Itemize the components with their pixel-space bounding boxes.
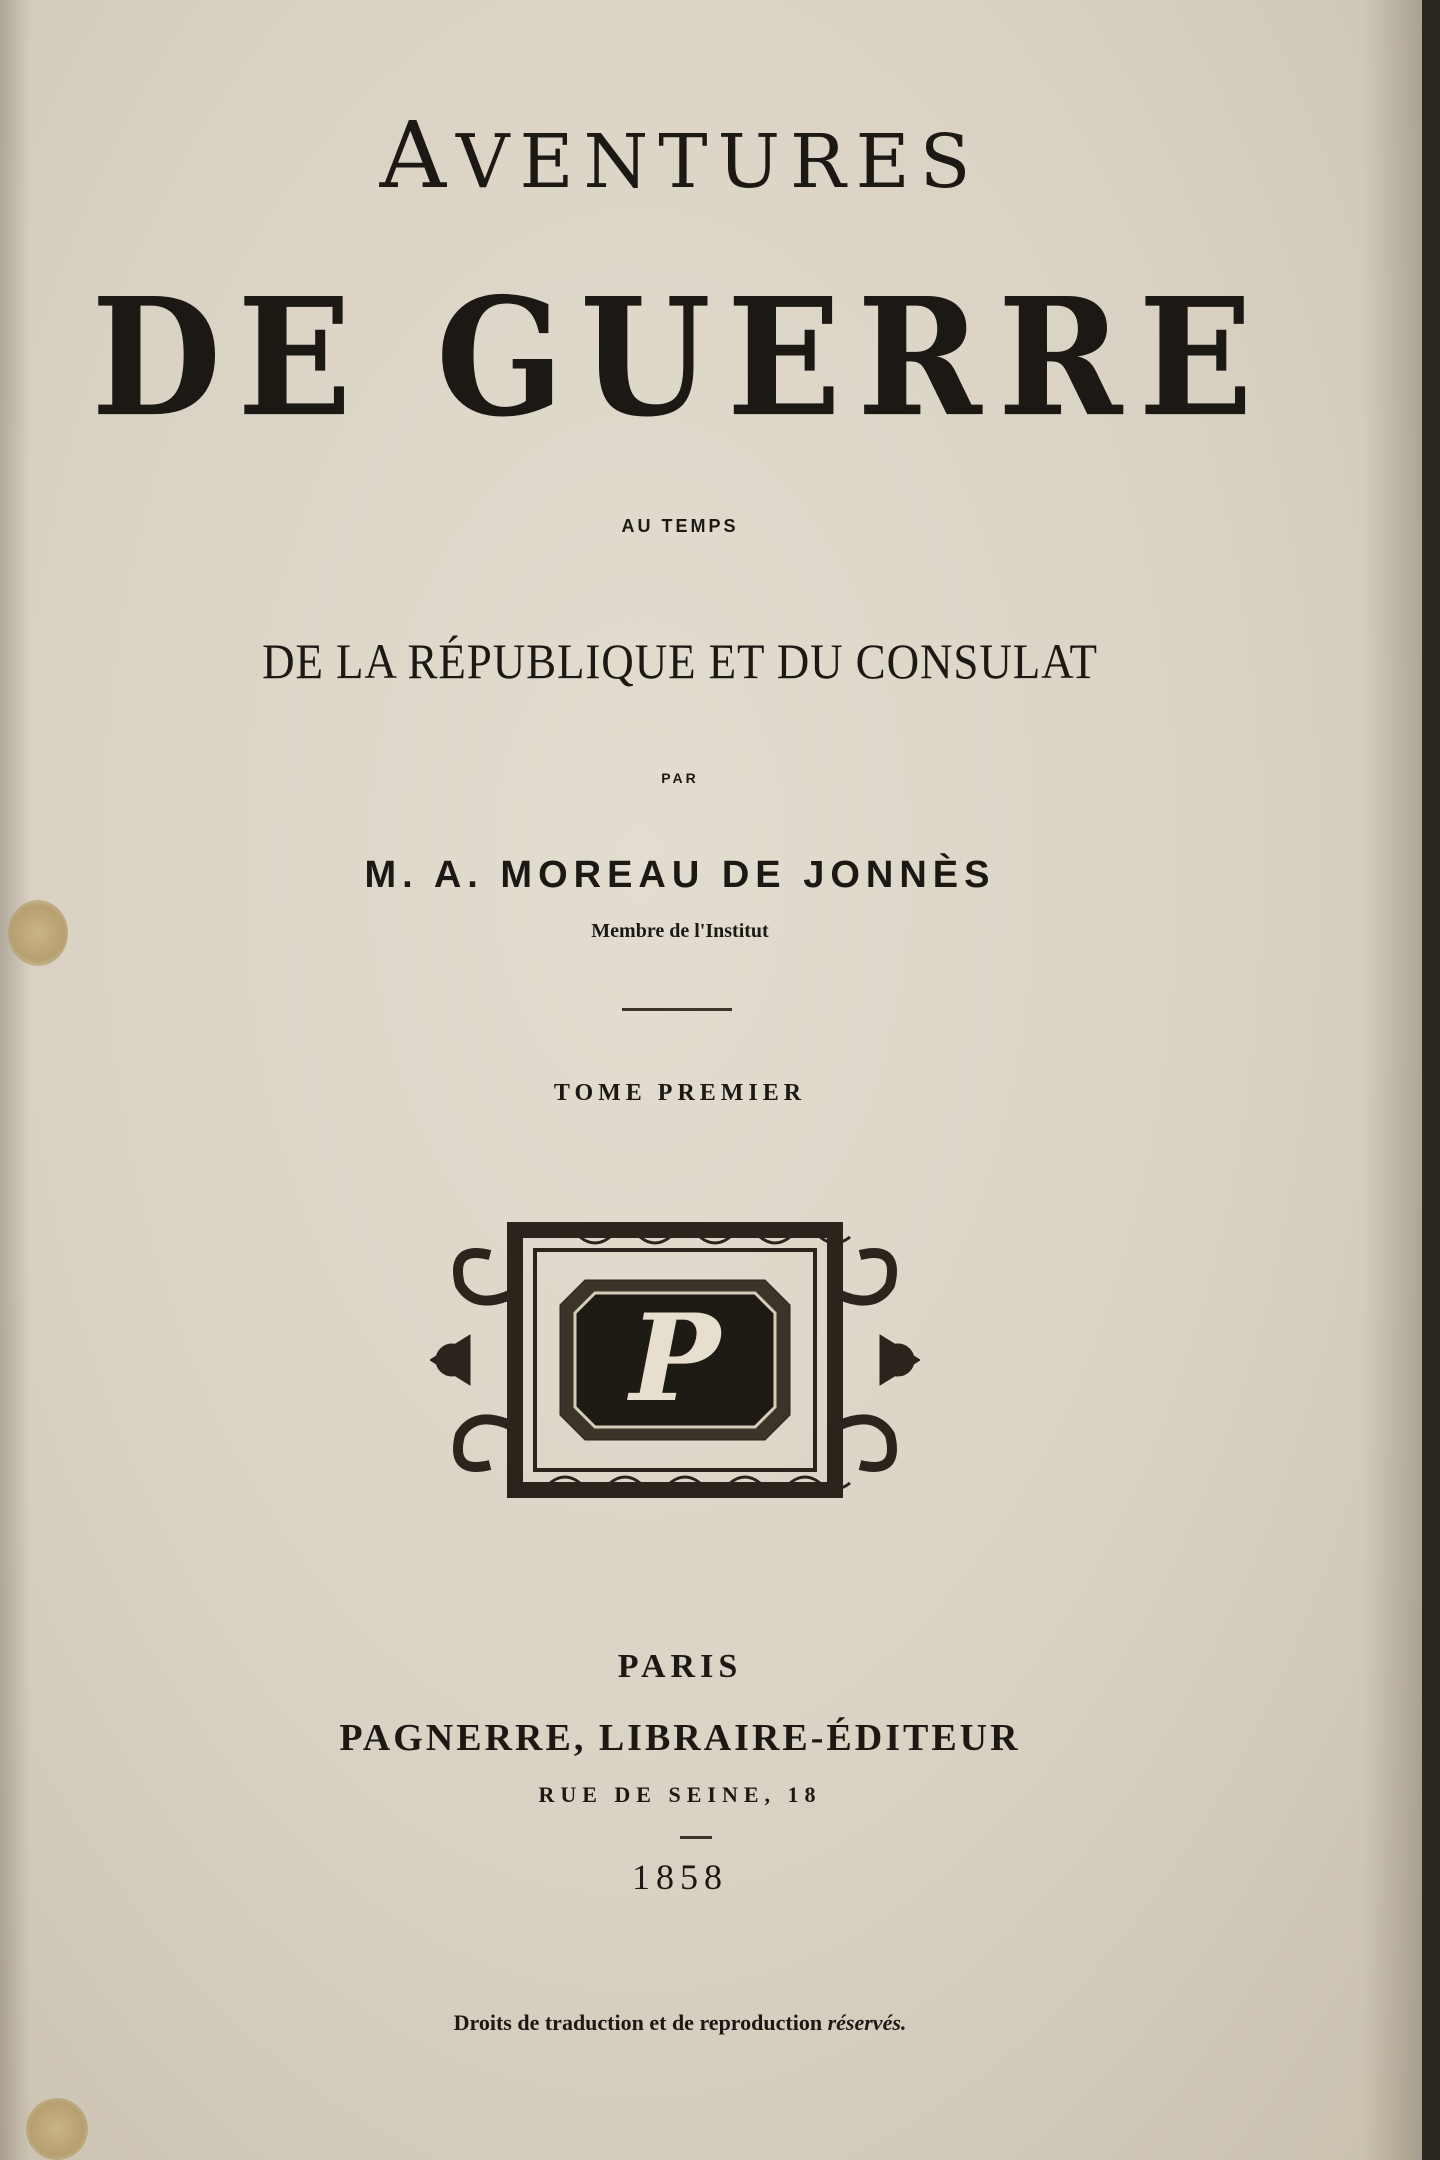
- author-affiliation: Membre de l'Institut: [591, 920, 769, 942]
- by-label: PAR: [661, 770, 699, 786]
- imprint-dash: [680, 1836, 712, 1839]
- ornamental-publisher-device-icon: [430, 1215, 920, 1505]
- title-line-aventures: AVENTURES: [379, 102, 981, 209]
- foxing-stain: [26, 2098, 88, 2160]
- imprint-year: 1858: [632, 1857, 728, 1897]
- volume-label: TOME PREMIER: [553, 1080, 807, 1106]
- svg-text:P: P: [629, 1288, 721, 1429]
- page-edge-shadow: [1362, 0, 1422, 2160]
- divider-rule: [622, 1008, 732, 1011]
- imprint-address: RUE DE SEINE, 18: [538, 1782, 822, 1807]
- imprint-city: PARIS: [617, 1648, 743, 1685]
- subtitle-republique-consulat: DE LA RÉPUBLIQUE ET DU CONSULAT: [262, 633, 1098, 689]
- title-line-de-guerre: DE GUERRE: [91, 262, 1269, 454]
- author-name: M. A. MOREAU DE JONNÈS: [364, 854, 996, 896]
- imprint-publisher: PAGNERRE, LIBRAIRE-ÉDITEUR: [339, 1717, 1021, 1759]
- subtitle-au-temps: AU TEMPS: [621, 516, 739, 536]
- rights-notice: Droits de traduction et de reproduction réservés.: [453, 2010, 907, 2035]
